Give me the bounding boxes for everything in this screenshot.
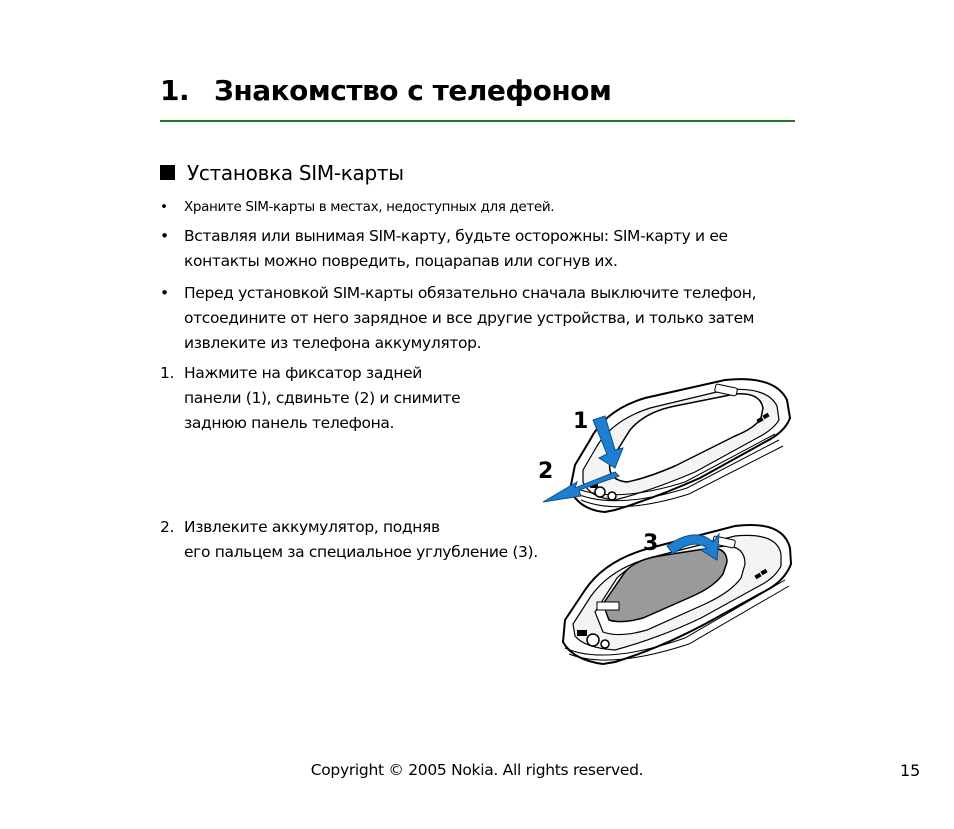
section-square-icon bbox=[160, 165, 175, 180]
chapter-number: 1. bbox=[160, 74, 190, 107]
section-heading bbox=[160, 161, 404, 185]
step-line: Нажмите на фиксатор задней bbox=[184, 364, 423, 382]
bullet-text bbox=[184, 224, 728, 274]
phone-back-cover-illustration bbox=[535, 370, 795, 520]
title-rule bbox=[160, 120, 795, 122]
bullet-text bbox=[184, 281, 756, 356]
figure-label-2: 2 bbox=[538, 459, 554, 484]
chapter-title-text: Знакомство с телефоном bbox=[214, 74, 612, 107]
step-text bbox=[184, 361, 460, 436]
step-number: 1. bbox=[160, 364, 175, 382]
bullet-dot-icon: • bbox=[160, 227, 169, 245]
bullet-text bbox=[184, 195, 554, 220]
step-line: Извлеките аккумулятор, подняв bbox=[184, 518, 440, 536]
phone-battery-illustration bbox=[555, 520, 795, 670]
step-line: панели (1), сдвиньте (2) и снимите bbox=[184, 389, 461, 407]
bullet-line: Вставляя или вынимая SIM-карту, будьте осторожны: SIM-карту и ее bbox=[184, 227, 728, 245]
figure-label-1: 1 bbox=[573, 409, 589, 434]
bullet-dot-icon: • bbox=[160, 284, 169, 302]
page-number: 15 bbox=[900, 761, 921, 780]
bullet-line: Перед установкой SIM-карты обязательно сначала выключите телефон, bbox=[184, 284, 757, 302]
step-line: заднюю панель телефона. bbox=[184, 414, 395, 432]
step-text bbox=[184, 515, 538, 565]
bullet-line: извлеките из телефона аккумулятор. bbox=[184, 334, 482, 352]
footer-copyright: Copyright © 2005 Nokia. All rights reserved. bbox=[310, 761, 644, 779]
step-number: 2. bbox=[160, 518, 175, 536]
step-line: его пальцем за специальное углубление (3). bbox=[184, 543, 538, 561]
bullet-line: Храните SIM-карты в местах, недоступных для детей. bbox=[184, 199, 555, 215]
bullet-line: контакты можно повредить, поцарапав или согнув их. bbox=[184, 252, 618, 270]
bullet-dot-icon: • bbox=[160, 199, 168, 215]
bullet-line: отсоедините от него зарядное и все другие устройства, и только затем bbox=[184, 309, 755, 327]
figure-label-3: 3 bbox=[643, 531, 659, 556]
section-title: Установка SIM-карты bbox=[187, 161, 404, 185]
chapter-title bbox=[160, 74, 611, 107]
